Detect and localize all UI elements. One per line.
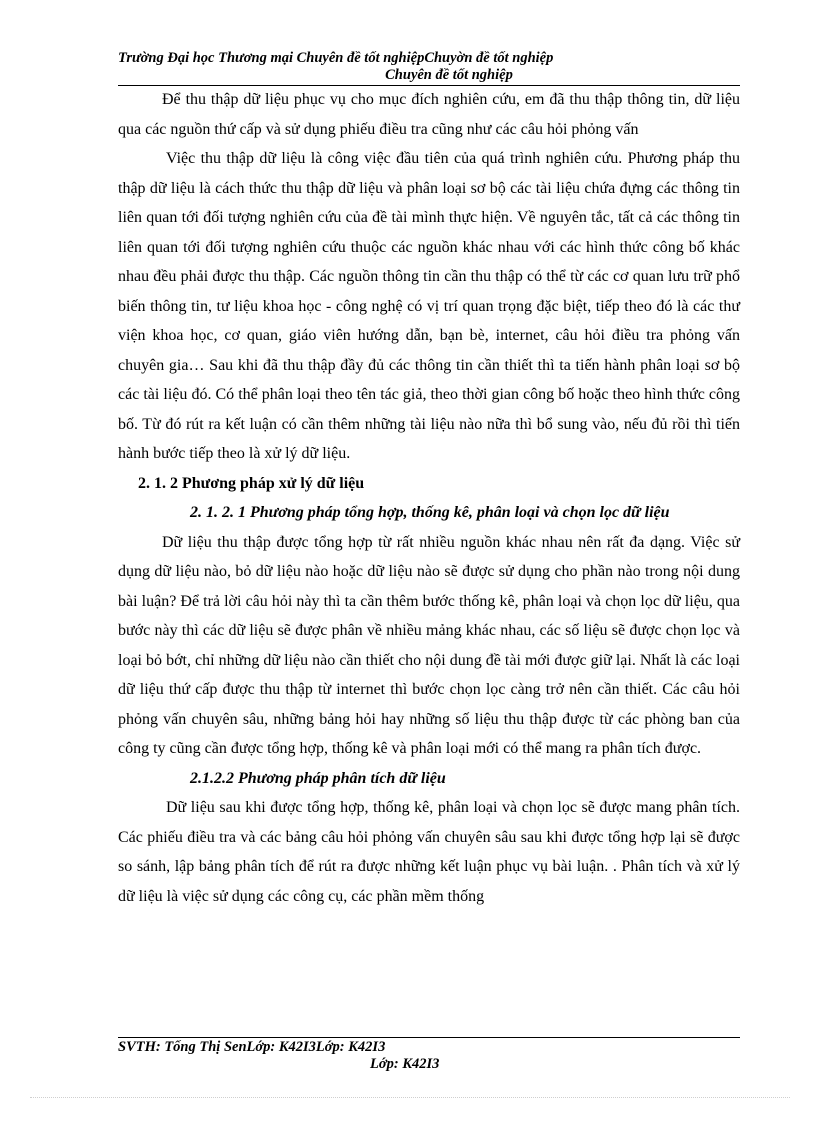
page-boundary-line bbox=[30, 1097, 790, 1098]
header-line-2: Chuyên đề tốt nghiệp bbox=[385, 67, 513, 83]
footer-line-1: SVTH: Tống Thị SenLớp: K42I3Lớp: K42I3 bbox=[118, 1039, 386, 1055]
subsection-heading-analysis: 2.1.2.2 Phương pháp phân tích dữ liệu bbox=[190, 769, 446, 787]
footer-divider bbox=[118, 1037, 740, 1038]
page-header bbox=[118, 50, 740, 84]
header-line-1: Trường Đại học Thương mại Chuyên đề tốt nghiệpChuyờn đề tốt nghiệp bbox=[118, 50, 554, 66]
paragraph-synthesis: Dữ liệu thu thập được tổng hợp từ rất nhiều nguồn khác nhau nên rất đa dạng. Việc sử dụng dữ liệu nào, bỏ dữ liệu nào hoặc dữ liệu nào sẽ được sử dụng cho phần nào trong nội dung bài luận? Để trả lời câu hỏi này thì ta cần thêm bước thống kê, phân loại và chọn lọc dữ liệu, qua bước này thì các dữ liệu sẽ được phân về nhiều mảng khác nhau, các số liệu sẽ được chọn lọc và loại bỏ bớt, chỉ những dữ liệu nào cần thiết cho nội dung đề tài mới được giữ lại. Nhất là các loại dữ liệu thứ cấp được thu thập từ internet thì bước chọn lọc càng trở nên cần thiết. Các câu hỏi phỏng vấn chuyên sâu, những bảng hỏi hay những số liệu thu thập được từ các phòng ban của công ty cũng cần được tổng hợp, thống kê và phân loại mới có thể mang ra phân tích được. bbox=[118, 533, 740, 757]
section-heading-data-processing: 2. 1. 2 Phương pháp xử lý dữ liệu bbox=[138, 474, 365, 492]
paragraph-data-collection-intro: Để thu thập dữ liệu phục vụ cho mục đích nghiên cứu, em đã thu thập thông tin, dữ liệu qua các nguồn thứ cấp và sử dụng phiếu điều tra cũng như các câu hỏi phỏng vấn bbox=[118, 91, 740, 138]
page-footer bbox=[118, 1039, 740, 1073]
subsection-heading-synthesis: 2. 1. 2. 1 Phương pháp tổng hợp, thống kê, phân loại và chọn lọc dữ liệu bbox=[190, 504, 670, 521]
paragraph-analysis: Dữ liệu sau khi được tổng hợp, thống kê, phân loại và chọn lọc sẽ được mang phân tích. Các phiếu điều tra và các bảng câu hỏi phỏng vấn chuyên sâu sau khi được tổng hợp lại sẽ được so sánh, lập bảng phân tích để rút ra được những kết luận phục vụ bài luận. . Phân tích và xử lý dữ liệu là việc sử dụng các công cụ, các phần mềm thống bbox=[118, 799, 740, 905]
document-body bbox=[118, 85, 740, 911]
paragraph-data-collection-method: Việc thu thập dữ liệu là công việc đầu tiên của quá trình nghiên cứu. Phương pháp thu thập dữ liệu là cách thức thu thập dữ liệu và phân loại sơ bộ các tài liệu chứa đựng các thông tin liên quan tới đối tượng nghiên cứu của đề tài mình thực hiện. Về nguyên tắc, tất cả các thông tin liên quan tới đối tượng nghiên cứu thuộc các nguồn khác nhau với các hình thức công bố khác nhau đều phải được thu thập. Các nguồn thông tin cần thu thập có thể từ các cơ quan lưu trữ phổ biến thông tin, tư liệu khoa học - công nghệ có vị trí quan trọng đặc biệt, tiếp theo đó là các thư viện khoa học, cơ quan, giáo viên hướng dẫn, bạn bè, internet, câu hỏi điều tra phỏng vấn chuyên gia… Sau khi đã thu thập đầy đủ các thông tin cần thiết thì ta tiến hành phân loại sơ bộ các tài liệu đó. Có thể phân loại theo tên tác giả, theo thời gian công bố hoặc theo hình thức công bố. Từ đó rút ra kết luận có cần thêm những tài liệu nào nữa thì bổ sung vào, nếu đủ rồi thì tiến hành bước tiếp theo là xử lý dữ liệu. bbox=[118, 150, 740, 462]
footer-line-2: Lớp: K42I3 bbox=[370, 1056, 440, 1072]
